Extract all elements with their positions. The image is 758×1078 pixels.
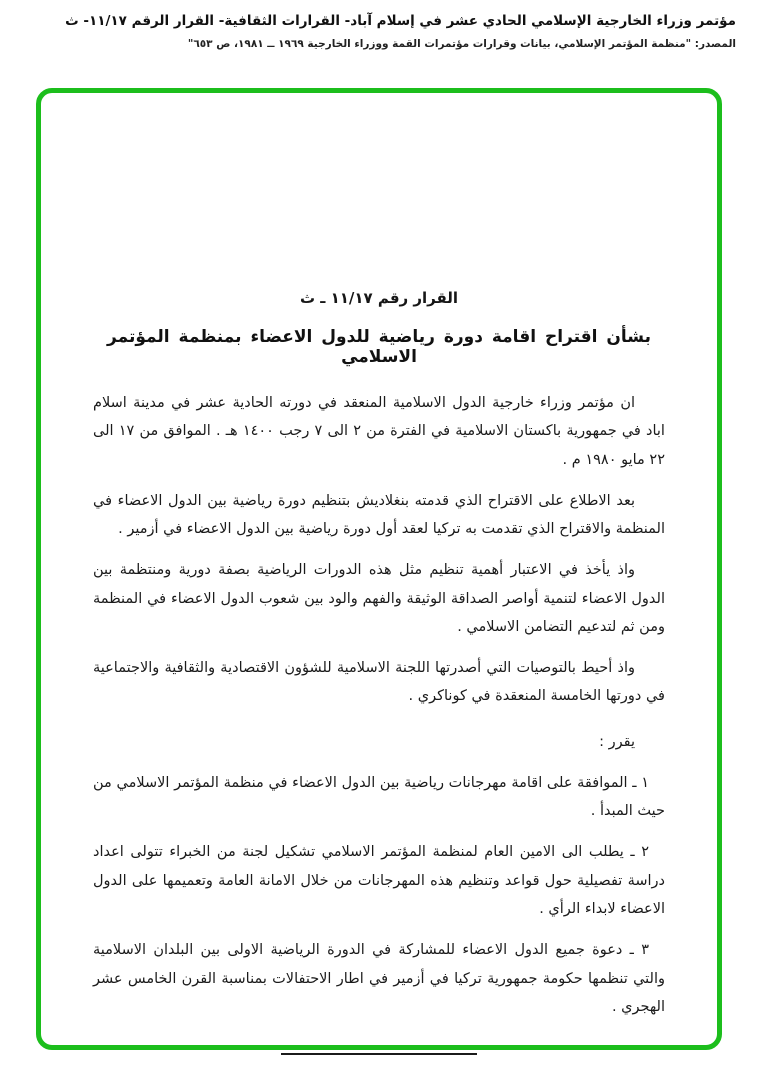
resolution-title: بشأن اقتراح اقامة دورة رياضية للدول الاعضاء بمنظمة المؤتمر الاسلامي [107,327,651,367]
document-body [41,93,717,1055]
paragraph-recommendations: واذ أحيط بالتوصيات التي أصدرتها اللجنة الاسلامية للشؤون الاقتصادية والثقافية والاجتماعية في دورتها الخامسة المنعقدة في كوناكري . [93,660,665,705]
paragraph-preamble: ان مؤتمر وزراء خارجية الدول الاسلامية المنعقد في دورته الحادية عشر في مدينة اسلام اباد في جمهورية باكستان الاسلامية في الفترة من ٢ الى ٧ رجب ١٤٠٠ هـ . الموافق من ١٧ الى ٢٢ مايو ١٩٨٠ م . [93,395,665,468]
header-title: مؤتمر وزراء الخارجية الإسلامي الحادي عشر في إسلام آباد- القرارات الثقافية- القرار الرقم ١١/١٧- ث [65,13,736,29]
end-divider [281,1053,477,1055]
paragraph-proposal: بعد الاطلاع على الاقتراح الذي قدمته بنغلاديش بتنظيم دورة رياضية بين الدول الاعضاء في المنظمة والاقتراح الذي تقدمت به تركيا لعقد أول دورة رياضية بين الدول الاعضاء في أزمير . [93,492,665,538]
decision-item-2: ٢ ـ يطلب الى الامين العام لمنظمة المؤتمر الاسلامي تشكيل لجنة من الخبراء تتولى اعداد دراسة تفصيلية حول قواعد وتنظيم هذه المهرجانات من خلال الامانة العامة وتعميمها على الدول الاعضاء لابداء الرأي . [93,844,665,917]
header-source: المصدر: "منظمة المؤتمر الإسلامي، بيانات وقرارات مؤتمرات القمة ووزراء الخارجية ١٩٦٩ ــ ١٩٨١، ص ٦٥٣" [187,38,736,50]
decision-item-3: ٣ ـ دعوة جميع الدول الاعضاء للمشاركة في الدورة الرياضية الاولى بين البلدان الاسلامية والتي تنظمها حكومة جمهورية تركيا في أزمير في اطار الاحتفالات بمناسبة القرن الخامس عشر الهجري . [93,942,665,1015]
scan-border-frame [36,88,722,1050]
decision-item-1: ١ ـ الموافقة على اقامة مهرجانات رياضية بين الدول الاعضاء في منظمة المؤتمر الاسلامي من حيث المبدأ . [93,774,665,820]
document-header [0,0,758,50]
resolution-number: القرار رقم ١١/١٧ ـ ث [299,289,459,307]
paragraph-consideration: واذ يأخذ في الاعتبار أهمية تنظيم مثل هذه الدورات الرياضية بصفة دورية ومنتظمة بين الدول الاعضاء لتنمية أواصر الصداقة الوثيقة والفهم والود بين شعوب الدول الاعضاء في المنظمة ومن ثم لتدعيم التضامن الاسلامي . [93,562,665,635]
decision-label: يقرر : [599,733,635,750]
